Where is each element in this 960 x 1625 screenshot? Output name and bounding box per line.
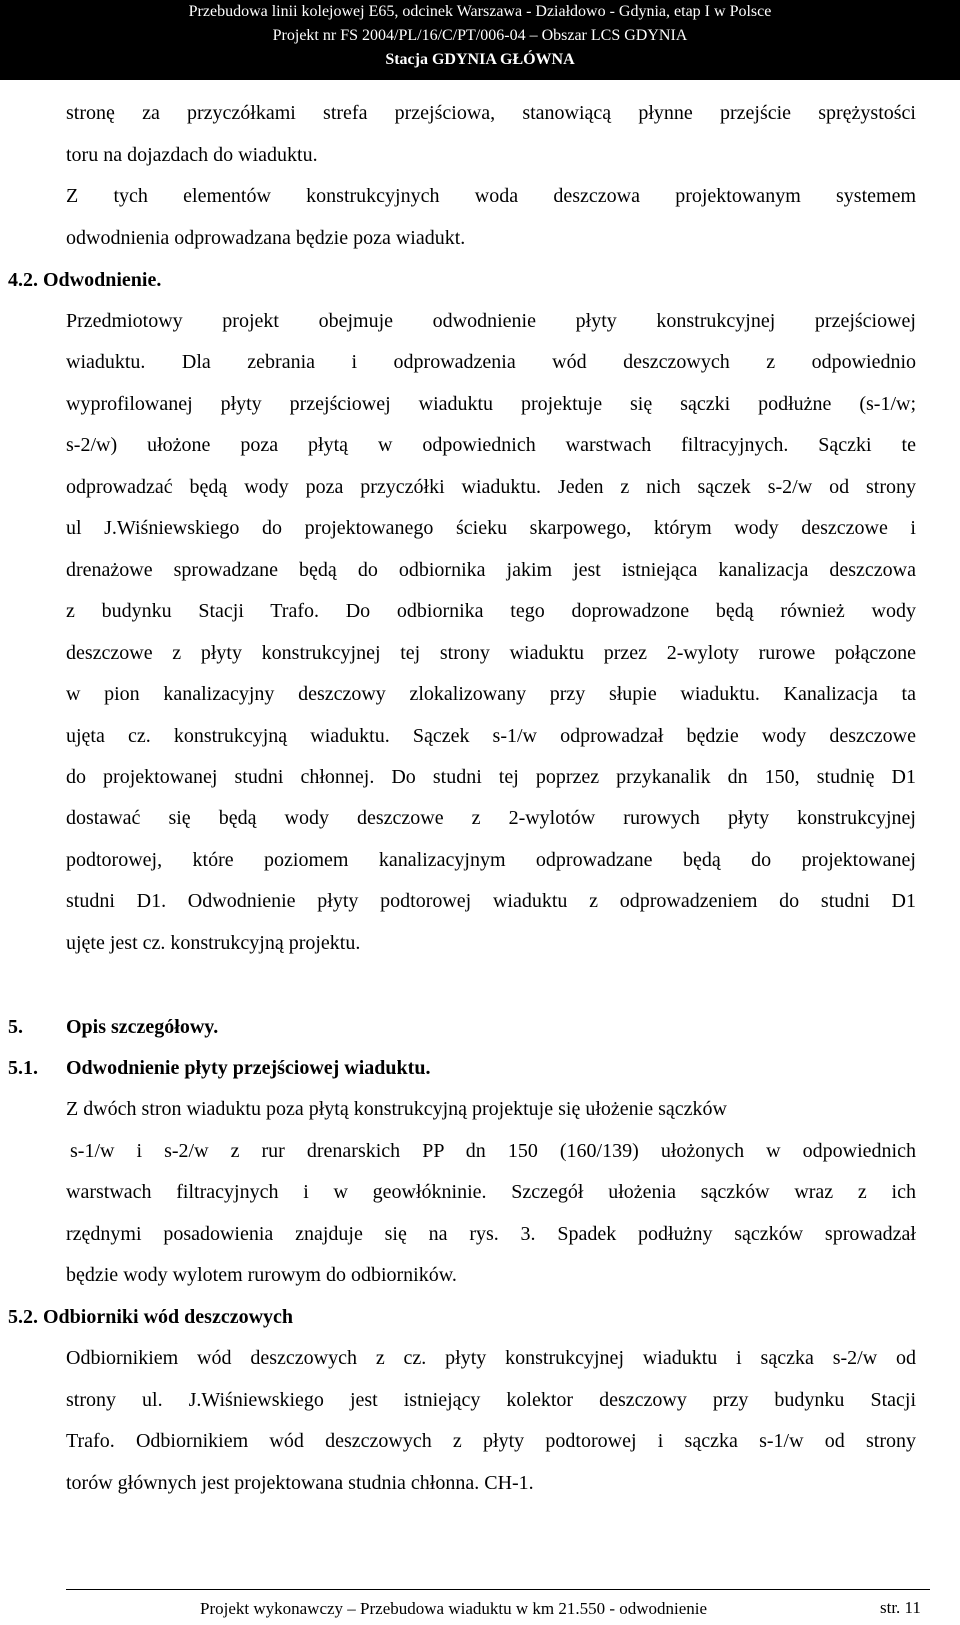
section-heading-4-2: 4.2. Odwodnienie. [8, 269, 162, 291]
section-number-5: 5. [8, 1016, 23, 1038]
section-number-5-1: 5.1. [8, 1057, 38, 1079]
paragraph-line: stronę za przyczółkami strefa przejściowa, stanowiącą płynne przejście sprężystości [66, 102, 916, 124]
paragraph-line: Przedmiotowy projekt obejmuje odwodnienie płyty konstrukcyjnej przejściowej [66, 310, 916, 332]
paragraph-line: odprowadzać będą wody poza przyczółki wiaduktu. Jeden z nich sączek s-2/w od strony [66, 476, 916, 498]
footer-page-number: str. 11 [880, 1598, 921, 1617]
paragraph-line: będzie wody wylotem rurowym do odbiorników. [66, 1264, 457, 1286]
paragraph-line: drenażowe sprowadzane będą do odbiornika jakim jest istniejąca kanalizacja deszczowa [66, 559, 916, 581]
paragraph-line: Trafo. Odbiornikiem wód deszczowych z płyty podtorowej i sączka s-1/w od strony [66, 1430, 916, 1452]
paragraph-line: rzędnymi posadowienia znajduje się na rys. 3. Spadek podłużny sączków sprowadzał [66, 1223, 916, 1245]
paragraph-line: studni D1. Odwodnienie płyty podtorowej wiaduktu z odprowadzeniem do studni D1 [66, 890, 916, 912]
paragraph-line: w pion kanalizacyjny deszczowy zlokalizowany przy słupie wiaduktu. Kanalizacja ta [66, 683, 916, 705]
paragraph-line: torów głównych jest projektowana studnia chłonna. CH-1. [66, 1472, 534, 1494]
paragraph-line: strony ul. J.Wiśniewskiego jest istniejący kolektor deszczowy przy budynku Stacji [66, 1389, 916, 1411]
paragraph-line: Z dwóch stron wiaduktu poza płytą konstrukcyjną projektuje się ułożenie sączków [66, 1098, 727, 1120]
paragraph-line: deszczowe z płyty konstrukcyjnej tej strony wiaduktu przez 2-wyloty rurowe połączone [66, 642, 916, 664]
paragraph-line: warstwach filtracyjnych i w geowłókninie. Szczegół ułożenia sączków wraz z ich [66, 1181, 916, 1203]
paragraph-line: toru na dojazdach do wiaduktu. [66, 144, 318, 166]
paragraph-line: Odbiornikiem wód deszczowych z cz. płyty konstrukcyjnej wiaduktu i sączka s-2/w od [66, 1347, 916, 1369]
page-header [0, 0, 960, 80]
section-heading-5-2: 5.2. Odbiorniki wód deszczowych [8, 1306, 294, 1328]
paragraph-line: Z tych elementów konstrukcyjnych woda deszczowa projektowanym systemem [66, 185, 916, 207]
paragraph-line: s-2/w) ułożone poza płytą w odpowiednich warstwach filtracyjnych. Sączki te [66, 434, 916, 456]
paragraph-line: odwodnienia odprowadzana będzie poza wiadukt. [66, 227, 466, 249]
header-project-title: Przebudowa linii kolejowej E65, odcinek Warszawa - Działdowo - Gdynia, etap I w Polsce [188, 3, 772, 20]
header-station-name: Stacja GDYNIA GŁÓWNA [385, 51, 575, 68]
footer-divider [66, 1589, 930, 1590]
paragraph-line: ujęta cz. konstrukcyjną wiaduktu. Sączek s-1/w odprowadzał będzie wody deszczowe [66, 725, 916, 747]
paragraph-line: do projektowanej studni chłonnej. Do studni tej poprzez przykanalik dn 150, studnię D1 [66, 766, 916, 788]
paragraph-line: wyprofilowanej płyty przejściowej wiaduktu projektuje się sączki podłużne (s-1/w; [66, 393, 916, 415]
footer-project-title: Projekt wykonawczy – Przebudowa wiaduktu w km 21.550 - odwodnienie [200, 1599, 708, 1618]
paragraph-line: ujęte jest cz. konstrukcyjną projektu. [66, 932, 361, 954]
section-heading-5-1: Odwodnienie płyty przejściowej wiaduktu. [66, 1057, 431, 1079]
section-heading-5: Opis szczegółowy. [66, 1016, 219, 1038]
paragraph-line: dostawać się będą wody deszczowe z 2-wylotów rurowych płyty konstrukcyjnej [66, 807, 916, 829]
paragraph-line: podtorowej, które poziomem kanalizacyjnym odprowadzane będą do projektowanej [66, 849, 916, 871]
paragraph-line: wiaduktu. Dla zebrania i odprowadzenia wód deszczowych z odpowiednio [66, 351, 916, 373]
paragraph-line: ul J.Wiśniewskiego do projektowanego ścieku skarpowego, którym wody deszczowe i [66, 517, 916, 539]
paragraph-line: s-1/w i s-2/w z rur drenarskich PP dn 150 (160/139) ułożonych w odpowiednich [70, 1140, 916, 1162]
paragraph-line: z budynku Stacji Trafo. Do odbiornika tego doprowadzone będą również wody [66, 600, 916, 622]
header-project-number: Projekt nr FS 2004/PL/16/C/PT/006-04 – Obszar LCS GDYNIA [272, 27, 688, 44]
